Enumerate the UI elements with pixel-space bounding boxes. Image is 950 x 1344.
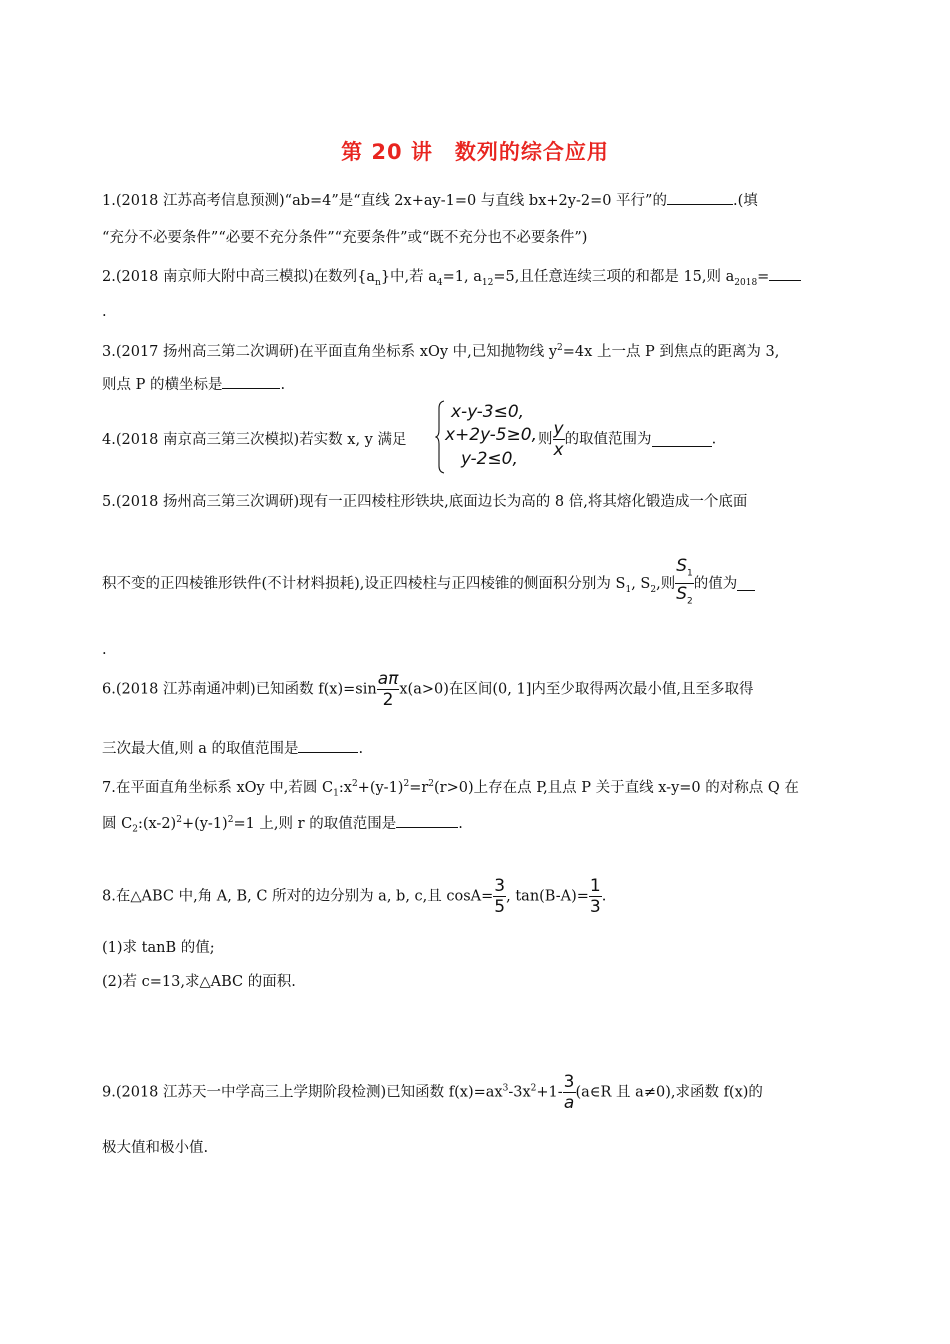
left-brace-icon — [435, 400, 445, 474]
question-7-line-1 — [102, 774, 799, 804]
inequality-2: x+2y-5≥0, — [445, 425, 537, 445]
q4-text-3: 的取值范围为 — [564, 431, 652, 448]
q9-sup: 2 — [530, 1083, 537, 1094]
question-1-text-tail: .(填 — [732, 193, 758, 209]
q3-sup-2: 2 — [557, 343, 563, 353]
fraction-denominator: 2 — [382, 690, 394, 710]
q7-text-2: :x — [338, 779, 352, 796]
q7-sup: 2 — [351, 779, 358, 789]
fraction-s1-over-s2 — [675, 556, 694, 612]
q7-sub-2: 2 — [132, 824, 138, 835]
q9-text-2: -3x — [508, 1084, 531, 1101]
q7-text-4: =r — [409, 779, 429, 796]
answer-blank — [396, 813, 458, 828]
q8-text-1: 8.在△ABC 中,角 A, B, C 所对的边分别为 a, b, c,且 cosA= — [102, 888, 494, 905]
question-6-line-1 — [102, 669, 753, 710]
fraction-numerator: aπ — [377, 669, 399, 689]
q9-text-3: +1- — [536, 1084, 563, 1101]
question-8-sub-1: (1)求 tanB 的值; — [102, 940, 215, 956]
q7-sup: 2 — [227, 815, 234, 825]
q2-text-5: = — [757, 269, 770, 285]
q2-text-2: }中,若 a — [380, 269, 437, 285]
q7-sup: 2 — [176, 815, 182, 825]
question-1-text: 1.(2018 江苏高考信息预测)“ab=4”是“直线 2x+ay-1=0 与直线 bx+2y-2=0 平行”的 — [102, 193, 667, 209]
q7-text-7: :(x-2) — [137, 815, 177, 832]
answer-blank — [652, 432, 712, 447]
answer-blank — [222, 374, 280, 389]
q9-text-1: 9.(2018 江苏天一中学高三上学期阶段检测)已知函数 f(x)=ax — [102, 1084, 503, 1101]
answer-blank — [667, 190, 733, 205]
fraction-1-over-3 — [589, 876, 602, 917]
q7-text-8: +(y-1) — [181, 815, 228, 832]
question-6-line-2 — [102, 738, 363, 759]
s-letter: S — [676, 584, 687, 605]
fraction-a-pi-over-2 — [377, 669, 400, 710]
q3-text-2: =4x 上一点 P 到焦点的距离为 3, — [562, 343, 780, 360]
q7-text-9: =1 上,则 r 的取值范围是 — [233, 815, 397, 832]
q5-text-4: 的值为 — [693, 575, 738, 592]
q3-text-3: 则点 P 的横坐标是 — [102, 377, 223, 393]
fraction-3-over-5 — [493, 876, 506, 917]
q7-sub-1: 1 — [333, 788, 339, 799]
q7-text-5: (r>0)上存在点 P,且点 P 关于直线 x-y=0 的对称点 Q 在 — [434, 779, 799, 796]
question-5-line-2 — [102, 556, 755, 612]
q6-text-2: x(a>0)在区间(0, 1]内至少取得两次最小值,且至多取得 — [399, 681, 754, 698]
fraction-denominator: 3 — [589, 897, 601, 917]
q7-sup: 2 — [428, 779, 435, 789]
fraction-y-over-x — [553, 419, 565, 460]
q2-text-1: 2.(2018 南京师大附中高三模拟)在数列{a — [102, 269, 376, 285]
question-8-sub-2: (2)若 c=13,求△ABC 的面积. — [102, 974, 296, 990]
q2-sub-4: 4 — [436, 277, 443, 288]
fraction-denominator: x — [553, 440, 564, 460]
question-5-dot: . — [102, 642, 107, 658]
q9-sup: 3 — [502, 1083, 509, 1094]
sub-2: 2 — [687, 596, 693, 607]
question-1-line-2: “充分不必要条件”“必要不充分条件”“充要条件”或“既不充分也不必要条件”) — [102, 230, 588, 246]
fraction-numerator: y — [553, 419, 564, 439]
q6-text-1: 6.(2018 江苏南通冲刺)已知函数 f(x)=sin — [102, 681, 377, 698]
q8-text-3: . — [601, 888, 607, 905]
fraction-numerator: 3 — [563, 1072, 575, 1092]
q6-text-3: 三次最大值,则 a 的取值范围是 — [102, 741, 299, 757]
question-1-line-1 — [102, 190, 758, 211]
q3-text-1: 3.(2017 扬州高三第二次调研)在平面直角坐标系 xOy 中,已知抛物线 y — [102, 343, 558, 360]
q8-text-2: , tan(B-A)= — [506, 888, 589, 905]
question-2-line-1 — [102, 266, 801, 293]
q5-sub-2: 2 — [650, 584, 657, 595]
fraction-denominator: 5 — [494, 897, 506, 917]
answer-blank — [298, 738, 358, 753]
q5-text-2: , S — [631, 575, 651, 592]
question-9-line-2: 极大值和极小值. — [102, 1140, 209, 1156]
fraction-denominator — [675, 584, 694, 611]
q2-sub-12: 12 — [481, 277, 494, 288]
s-letter: S — [676, 556, 687, 576]
question-3-line-1 — [102, 338, 779, 362]
q2-sub-2018: 2018 — [734, 277, 758, 288]
question-4-tail — [538, 419, 716, 460]
question-4-lead: 4.(2018 南京高三第三次模拟)若实数 x, y 满足 — [102, 432, 407, 448]
question-7-line-2 — [102, 810, 463, 840]
answer-blank — [769, 266, 801, 281]
page-title: 第 20 讲 数列的综合应用 — [341, 140, 609, 164]
sub-1: 1 — [687, 568, 693, 579]
q2-text-4: =5,且任意连续三项的和都是 15,则 a — [493, 269, 735, 285]
q5-text-3: ,则 — [656, 575, 676, 592]
fraction-numerator: 1 — [589, 876, 601, 896]
q2-sub-n: n — [375, 277, 381, 288]
q7-text-6: 圆 C — [102, 815, 133, 832]
question-2-dot: . — [102, 304, 107, 320]
q9-text-4: (a∈R 且 a≠0),求函数 f(x)的 — [575, 1084, 763, 1101]
question-5-line-1: 5.(2018 扬州高三第三次调研)现有一正四棱柱形铁块,底面边长为高的 8 倍,将其熔化锻造成一个底面 — [102, 494, 748, 510]
q7-text-1: 7.在平面直角坐标系 xOy 中,若圆 C — [102, 779, 334, 796]
q5-sub-1: 1 — [625, 584, 632, 595]
question-9-line-1 — [102, 1072, 763, 1113]
fraction-numerator: 3 — [494, 876, 506, 896]
q4-period: . — [711, 431, 717, 448]
question-3-line-2 — [102, 374, 285, 395]
inequality-3: y-2≤0, — [461, 449, 518, 469]
q4-text-2: 则 — [538, 431, 553, 448]
fraction-denominator: a — [563, 1093, 575, 1113]
q5-text-1: 积不变的正四棱锥形铁件(不计材料损耗),设正四棱柱与正四棱锥的侧面积分别为 S — [102, 575, 626, 592]
q7-text-3: +(y-1) — [357, 779, 404, 796]
fraction-numerator — [675, 556, 694, 584]
q7-period: . — [458, 815, 463, 832]
question-8-line-1 — [102, 876, 606, 917]
inequality-1: x-y-3≤0, — [451, 402, 525, 422]
q7-sup: 2 — [403, 779, 410, 789]
answer-blank — [737, 576, 755, 591]
fraction-3-over-a — [563, 1072, 576, 1113]
q3-period: . — [280, 377, 286, 393]
q6-period: . — [358, 741, 364, 757]
q2-text-3: =1, a — [442, 269, 482, 285]
